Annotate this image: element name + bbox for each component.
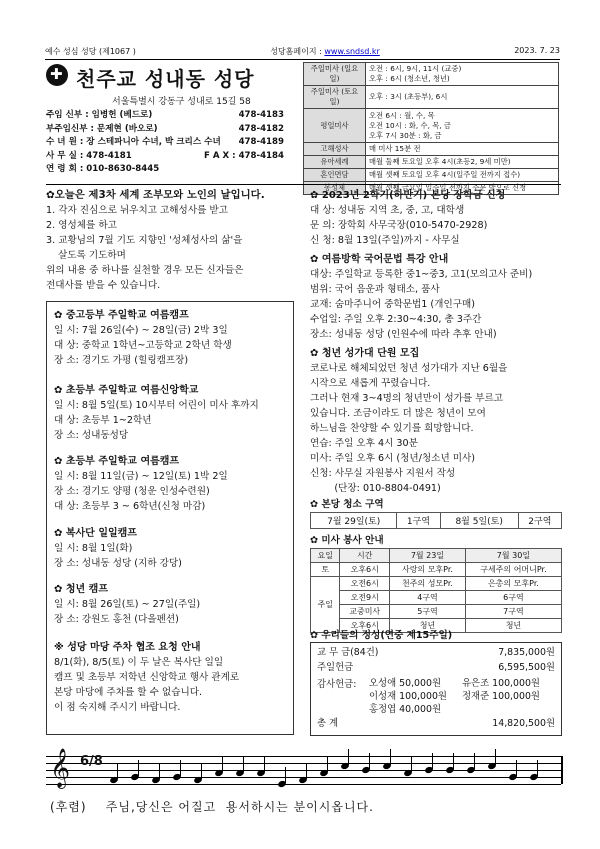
note-stem [348, 749, 349, 765]
contact-row: 사 무 실 : 478-4181 F A X : 478-4184 [46, 150, 284, 161]
page-header [45, 46, 560, 60]
parking-notice: ※ 성당 마당 주차 협조 요청 안내 8/1(화), 8/5(토) 이 두 날은 복사단 일일 캠프 및 초등부 저학년 신앙학교 행사 관계로 본당 마당에 주차를 할 수 없습니다. 이 점 숙지해 주시기 바랍니다. [54, 642, 240, 713]
finance-total: 총 계 14,820,500원 [317, 718, 555, 729]
mass-schedule-table: 주일미사 (일요일) 오전 : 6시, 9시, 11시 (교중) 오후 : 6시 (청소년, 청년) 주일미사 (토요일) 오후 : 3시 (초등부), 6시 평일미사 오전 6시 : 월, 수, 목 오전 10시 : 화, 수, 목, 금 오후 7시 30분 : 화, 금 고해성사 매 미사 15분 전 유아세례 매월 둘째 토요일 오후 4시(초등2, 9세 미만) 혼인면담 매월 셋째 토요일 오후 4시(일주일 전까지 접수) 봉성체 매월 셋째 금요일 일주일 전까지 주문 받으로 신청 [303, 62, 559, 195]
note-stem [327, 756, 328, 772]
note-stem [369, 753, 370, 769]
contact-row: 주임 신부 : 임병헌 (베드로) 478-4183 [46, 110, 284, 120]
thanks-offering: 감사헌금: 오성애 50,000원 유은조 100,000원 이성재 100,000원 정재준 100,000원 홍정엽 40,000원 [317, 678, 540, 715]
music-staff [46, 746, 561, 796]
church-address: 서울특별시 강동구 성내로 15길 58 [112, 97, 251, 107]
note-stem [453, 753, 454, 769]
note-stem [432, 753, 433, 769]
note-stem [474, 753, 475, 769]
finance-row: 주일헌금 6,595,500원 [317, 662, 555, 673]
intro-title: ✿오늘은 제3차 세계 조부모와 노인의 날입니다. [46, 189, 265, 201]
contact-row: 부주임신부 : 문제현 (바오로) 478-4182 [46, 123, 284, 134]
note-stem [117, 763, 118, 779]
camp-list [54, 308, 290, 715]
treble-clef-icon: 𝄞 [50, 748, 71, 788]
page-title: 천주교 성내동 성당 [76, 67, 255, 91]
note-stem [516, 760, 517, 776]
camp-item: ✿ 초등부 주일학교 여름신앙학교 일 시: 8월 5일(토) 10시부터 어린이 미사 후까지 대 상: 초등부 1~2학년 장 소: 성내동성당 [54, 385, 259, 441]
note-stem [390, 749, 391, 765]
homepage-link[interactable]: www.sndsd.kr [324, 47, 380, 56]
choir-section: ✿ 청년 성가대 단원 모집 코로나로 해체되었던 청년 성가대가 지난 6월을 시작으로 새롭게 꾸렸습니다. 그러나 현재 3~4명의 청년만이 성가를 부르고 있습니다. 조금이라도 더 많은 청년이 모여 하느님을 찬양할 수 있기를 희망합니다. 연습: 주일 오후 4시 30분 미사: 주일 오후 6시 (청년/청소년 미사) 신청: 사무실 자원봉사 지원서 작성 (단장: 010-8804-0491) [310, 348, 508, 494]
cleaning-title: ✿ 본당 청소 구역 [310, 499, 384, 510]
camp-item: ✿ 초등부 주일학교 여름캠프 일 시: 8월 11일(금) ~ 12일(토) 1박 2일 장 소: 경기도 양평 (청운 인성수련원) 대 상: 초등부 3 ~ 6학년(신청 마감) [54, 456, 228, 512]
scholarship-section: ✿ 2023년 2학기(하반기) 본당 장학금 신청 대 상: 성내동 지역 초, 중, 고, 대학생 문 의: 장학회 사무국장(010-5470-2928) 신 청: 8월 13일(주일)까지 - 사무실 [310, 190, 506, 246]
mass-service-title: ✿ 미사 봉사 안내 [310, 535, 384, 546]
note-stem [243, 756, 244, 772]
note-stem [264, 756, 265, 772]
contact-row: 연 령 회 : 010-8630-8445 [46, 164, 160, 175]
note-stem [495, 749, 496, 765]
contact-list [46, 109, 284, 177]
note-stem [180, 760, 181, 776]
finance-title: ✿ 우리들의 정성(연중 제15주일) [310, 630, 453, 641]
note-stem [411, 756, 412, 772]
note-stem [201, 763, 202, 779]
mass-service-table: 요일 시간 7월 23일 7월 30일 토 오후6시 사랑의 모후Pr. 구세주의 어머니Pr. 주일 오전6시 천주의 성모Pr. 은총의 모후Pr. 오전9시 4구역 6구역 교중미사 5구역 7구역 오후6시 청년 청년 [310, 548, 562, 633]
note-stem [537, 760, 538, 776]
time-signature: 6/8 [80, 754, 103, 769]
church-logo-icon [46, 64, 68, 86]
intro-section: ✿오늘은 제3차 세계 조부모와 노인의 날입니다. 1. 각자 진심으로 뉘우치고 고해성사를 받고 2. 영성체를 하고 3. 교황님의 7월 기도 지향인 '성체성사의 삶'을 살도록 기도하며 위의 내용 중 하나를 실천할 경우 모든 신자들은 전대사를 받을 수 있습니다. [46, 188, 296, 293]
bulletin-number: 예수 성심 성당 (제1067 ) [45, 47, 136, 56]
note-stem [306, 763, 307, 779]
camp-item: ✿ 복사단 일일캠프 일 시: 8월 1일(화) 장 소: 성내동 성당 (지하 강당) [54, 528, 182, 569]
finance-row: 교 무 금(84건) 7,835,000원 [317, 647, 555, 658]
camp-item: ✿ 중고등부 주일학교 여름캠프 일 시: 7월 26일(수) ~ 28일(금) 2박 3일 대 상: 중학교 1학년~고등학교 2학년 학생 장 소: 경기도 가평 (힐링캠프장) [54, 310, 232, 366]
camp-item: ✿ 청년 캠프 일 시: 8월 26일(토) ~ 27일(주일) 장 소: 강원도 홍천 (다올펜션) [54, 584, 201, 625]
grammar-class-section: ✿ 여름방학 국어문법 특강 안내 대상: 주일학교 등록한 중1~중3, 고1(모의고사 준비) 범위: 국어 음운과 형태소, 품사 교재: 숨마주니어 중학문법1 (개인구매) 수업일: 주일 오후 2:30~4:30, 총 3주간 장소: 성내동 성당 (인원수에 따라 추후 안내) [310, 254, 533, 340]
cleaning-table: 7월 29일(토) 1구역 8월 5일(토) 2구역 [310, 512, 562, 529]
note-stem [222, 756, 223, 772]
bulletin-date: 2023. 7. 23 [514, 46, 560, 55]
note-stem [285, 767, 286, 783]
homepage: 성당홈페이지 : www.sndsd.kr [270, 47, 380, 56]
contact-row: 수 녀 원 : 장 스테파니아 수녀, 박 크리스 수녀 478-4189 [46, 137, 284, 148]
note-stem [138, 760, 139, 776]
note-stem [159, 763, 160, 779]
finance-box [310, 642, 562, 736]
refrain-lyrics: (후렴) 주님,당신은 어질고 용서하시는 분이시옵니다. [50, 800, 374, 814]
